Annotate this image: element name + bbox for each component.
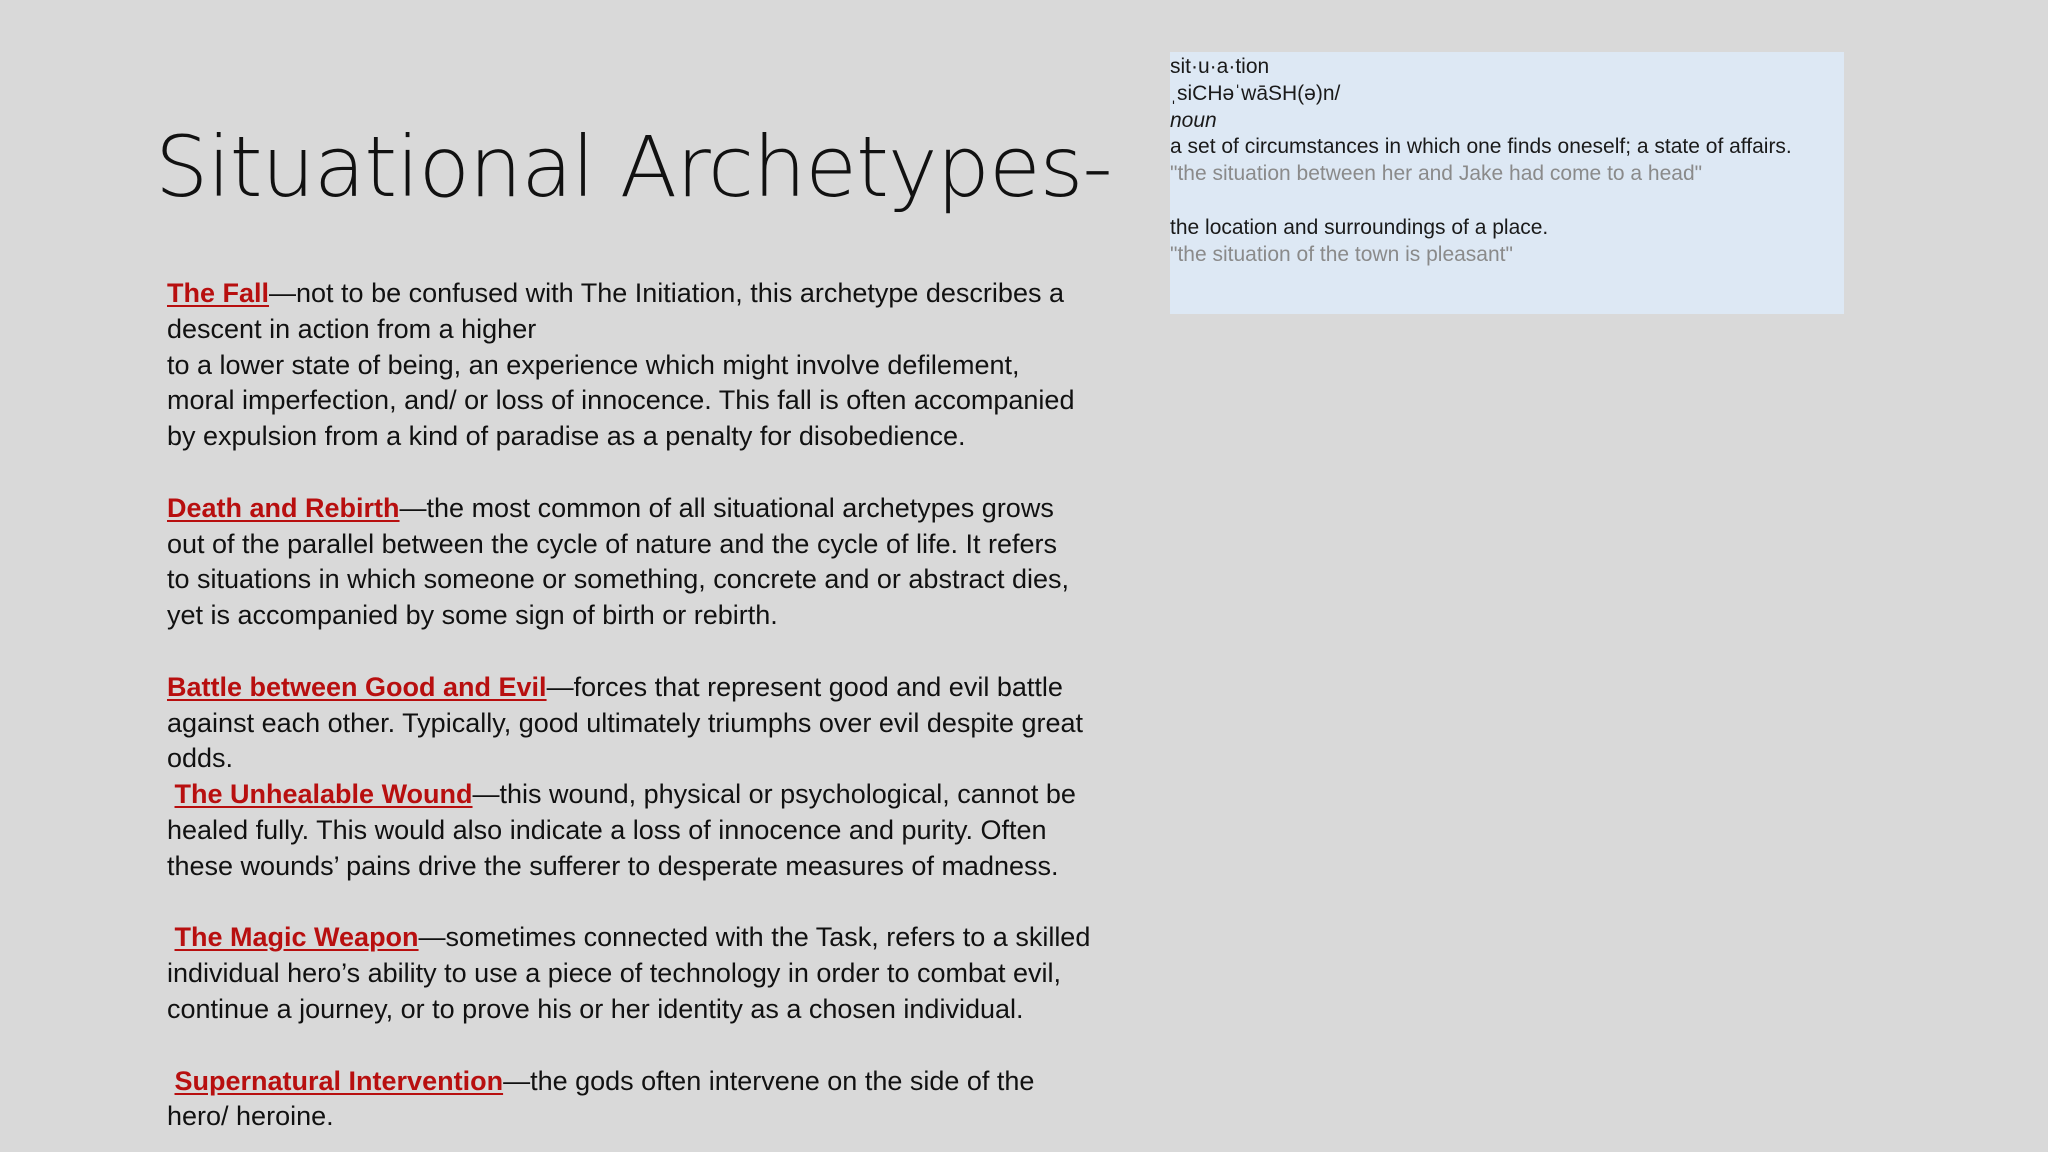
archetype-description-line: yet is accompanied by some sign of birth or rebirth. [167, 600, 778, 631]
archetype-description-line: individual hero’s ability to use a piece of technology in order to combat evil, [167, 958, 1062, 989]
archetype-supernatural-intervention [167, 1064, 1107, 1136]
archetype-description-line: odds. [167, 743, 234, 774]
archetype-the-fall [167, 276, 1107, 455]
archetype-description-line: moral imperfection, and/ or loss of innocence. This fall is often accompanied [167, 385, 1075, 416]
archetype-description-line: these wounds’ pains drive the sufferer to desperate measures of madness. [167, 850, 1059, 881]
archetype-term: The Fall [167, 278, 270, 308]
definition-sense: the location and surroundings of a place. [1170, 215, 1549, 239]
archetype-term: Battle between Good and Evil [167, 671, 547, 702]
archetype-description-line: to a lower state of being, an experience which might involve defilement, [167, 349, 1020, 380]
definition-headword: sit·u·a·tion [1170, 55, 1270, 78]
definition-pronunciation: ˌsiCHəˈwāSH(ə)n/ [1170, 81, 1341, 105]
archetype-description-line: descent in action from a higher [167, 313, 537, 344]
archetype-description-line: continue a journey, or to prove his or her identity as a chosen individual. [167, 993, 1024, 1024]
archetype-description-line: by expulsion from a kind of paradise as a penalty for disobedience. [167, 421, 966, 452]
definition-sense: a set of circumstances in which one finds oneself; a state of affairs. [1170, 135, 1792, 159]
archetype-battle-good-evil [167, 670, 1107, 777]
archetype-description-line: —the most common of all situational archetypes grows [399, 492, 1054, 523]
archetype-description-line: healed fully. This would also indicate a loss of innocence and purity. Often [167, 814, 1047, 845]
archetype-description-line: hero/ heroine. [167, 1101, 334, 1132]
archetype-prefix [167, 922, 175, 952]
definition-part-of-speech: noun [1170, 108, 1217, 132]
archetype-term: Supernatural Intervention [174, 1065, 504, 1096]
definition-example: "the situation between her and Jake had come to a head" [1170, 162, 1703, 186]
archetype-description-line: —not to be confused with The Initiation, this archetype describes a [269, 278, 1064, 308]
archetype-term: The Unhealable Wound [174, 779, 473, 810]
archetype-term: The Magic Weapon [174, 922, 419, 953]
definition-example: "the situation of the town is pleasant" [1170, 242, 1513, 266]
archetype-magic-weapon [167, 920, 1107, 1027]
definition-spacer [1170, 188, 1850, 215]
archetype-description-line: —this wound, physical or psychological, cannot be [472, 779, 1076, 810]
archetype-term: Death and Rebirth [167, 492, 400, 523]
archetype-description-line: —the gods often intervene on the side of the [503, 1065, 1035, 1096]
archetype-unhealable-wound [167, 777, 1107, 884]
archetype-description-line: —forces that represent good and evil battle [546, 671, 1063, 702]
archetype-description-line: out of the parallel between the cycle of nature and the cycle of life. It refers [167, 528, 1058, 559]
definition-content [1170, 54, 1850, 268]
archetype-prefix [167, 779, 175, 809]
archetype-description-line: against each other. Typically, good ultimately triumphs over evil despite great [167, 707, 1083, 738]
archetype-death-and-rebirth [167, 491, 1107, 634]
archetype-description-line: —sometimes connected with the Task, refers to a skilled [418, 922, 1091, 953]
slide-title: Situational Archetypes- [155, 118, 1112, 216]
archetype-description-line: to situations in which someone or something, concrete and or abstract dies, [167, 564, 1069, 595]
archetype-prefix [167, 1066, 175, 1096]
archetype-list [167, 276, 1107, 1135]
